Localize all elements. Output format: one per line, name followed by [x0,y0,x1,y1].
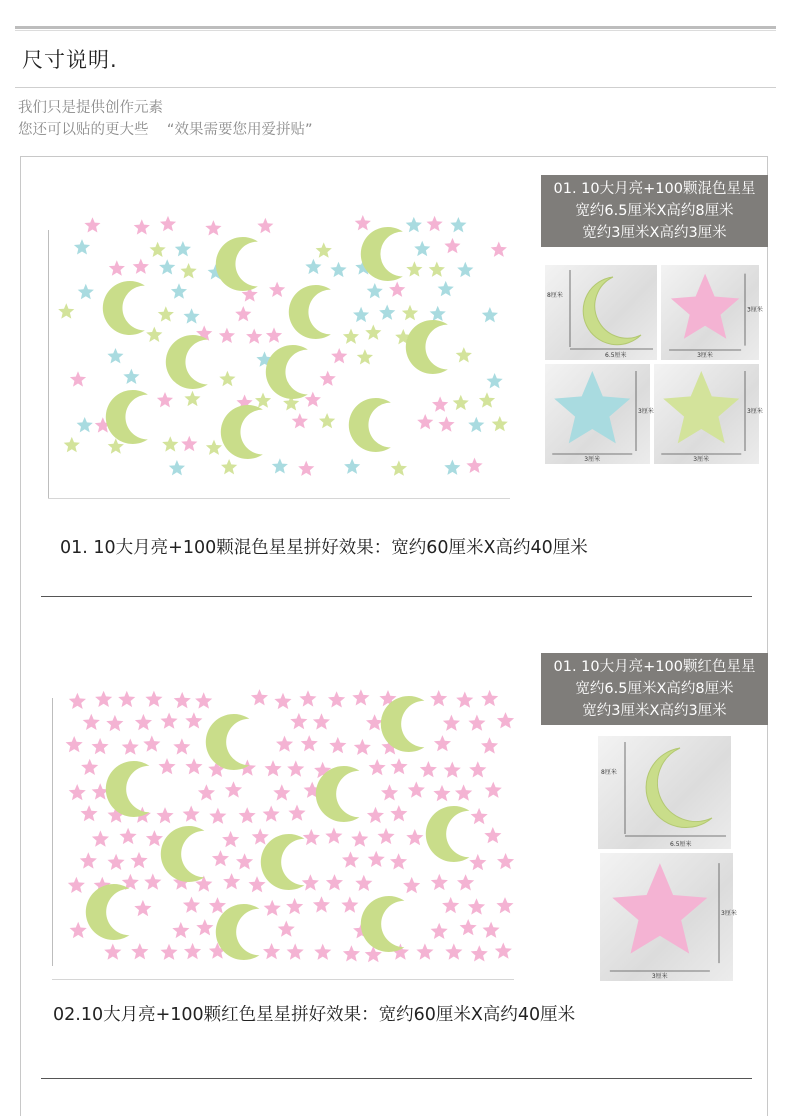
star-icon [329,737,346,753]
moon-icon [103,281,145,335]
star-icon [427,216,443,231]
star-icon [331,348,347,363]
star-icon [442,897,459,913]
star-icon [276,736,293,752]
star-icon [263,806,280,822]
star-icon [319,413,335,428]
star-icon [77,417,93,432]
star-icon [120,828,137,844]
star-icon [456,347,472,362]
section2-info-box [541,653,768,725]
star-icon [367,283,383,298]
star-icon [444,238,460,253]
sample-width-label: 6.5厘米 [670,841,692,848]
star-icon [185,758,202,774]
star-icon [429,262,445,277]
section1-collage [58,212,508,488]
star-icon [378,828,395,844]
moon-icon [426,806,470,862]
star-icon [316,242,332,257]
star-icon [184,391,200,406]
star-icon [181,263,197,278]
star-icon [290,713,307,729]
star-icon [251,689,268,705]
star-icon [455,784,472,800]
star-icon [219,371,235,386]
star-icon [292,413,308,428]
sample-width-label: 3厘米 [697,352,713,359]
star-icon [206,440,222,455]
star-icon [81,805,98,821]
star-icon [131,943,148,959]
sample-height-label: 3厘米 [747,306,763,314]
star-icon [288,805,305,821]
star-icon [195,692,212,708]
star-icon [355,875,372,891]
star-icon [84,217,100,232]
star-icon [443,715,460,731]
star-icon [483,922,500,938]
star-icon [381,784,398,800]
moon-icon [261,834,305,890]
moon-icon [206,714,250,770]
section1-sample-blue-star [545,364,654,464]
star-icon [431,923,448,939]
star-icon [107,348,123,363]
star-icon [273,784,290,800]
section2-separator [41,1078,752,1079]
section1-sample-pink-star [661,265,763,360]
section1-collage-bottom-border [48,498,510,499]
star-icon [485,782,502,798]
star-icon [134,900,151,916]
intro-line-1: 我们只是提供创作元素 [18,100,163,116]
star-icon [344,459,360,474]
star-icon [468,417,484,432]
star-icon [278,921,295,937]
star-icon [406,261,422,276]
star-icon [83,714,100,730]
star-icon [326,874,343,890]
intro-text [18,97,312,141]
star-icon [222,831,239,847]
star-icon [313,896,330,912]
star-icon [183,806,200,822]
moon-icon [166,335,208,389]
moon-icon [221,405,263,459]
star-icon [468,898,485,914]
star-icon [269,282,285,297]
star-icon [68,877,85,893]
star-icon [274,693,291,709]
sample-height-label: 8厘米 [601,769,617,776]
star-icon [92,830,109,846]
star-icon [160,216,176,231]
star-icon [146,830,163,846]
star-icon [272,458,288,473]
star-icon [69,693,86,709]
star-icon [246,329,262,344]
star-icon [173,738,190,754]
star-icon [406,829,423,845]
moon-icon [583,277,641,345]
star-icon [134,219,150,234]
star-icon [466,458,482,473]
section1-sample-green-star [654,364,763,464]
star-icon [174,692,191,708]
top-divider-thin [15,30,776,31]
star-icon [265,760,282,776]
star-icon [479,392,495,407]
star-icon [123,369,139,384]
sample-width-label: 6.5厘米 [605,352,627,359]
section2-info-line-2: 宽约6.5厘米X高约8厘米 [575,681,734,697]
star-icon [403,877,420,893]
star-icon [81,759,98,775]
star-icon [266,327,282,342]
star-icon [445,943,462,959]
star-icon [343,945,360,961]
star-icon [367,807,384,823]
star-icon [379,305,395,320]
star-icon [66,736,83,752]
star-icon [357,349,373,364]
moon-icon [381,696,425,752]
star-icon [305,392,321,407]
star-icon [343,329,359,344]
intro-line-2: 您还可以贴的更大些 “效果需要您用爱拼贴” [18,122,313,138]
star-icon [169,460,185,475]
star-icon [391,460,407,475]
star-icon [108,854,125,870]
star-icon [162,436,178,451]
star-icon [255,393,271,408]
star-icon [159,259,175,274]
star-icon [196,919,213,935]
star-icon [70,371,86,386]
star-icon [444,460,460,475]
star-icon [453,395,469,410]
star-icon [74,239,90,254]
star-icon [481,690,498,706]
star-icon [368,851,385,867]
star-icon [118,691,135,707]
star-icon [106,715,123,731]
star-icon [468,715,485,731]
star-icon [408,781,425,797]
star-icon [131,852,148,868]
star-icon [257,218,273,233]
section1-caption: 01. 10大月亮+100颗混色星星拼好效果：宽约60厘米X高约40厘米 [60,538,588,558]
star-icon [225,781,242,797]
star-icon [133,259,149,274]
star-icon [366,714,383,730]
star-icon [235,306,251,321]
star-icon [484,827,501,843]
star-icon [495,943,512,959]
star-icon [122,739,139,755]
star-icon [95,691,112,707]
star-icon [314,944,331,960]
star-icon [330,262,346,277]
star-icon [471,945,488,961]
star-icon [249,876,266,892]
star-icon [301,735,318,751]
star-icon [161,944,178,960]
star-icon [209,808,226,824]
star-icon [434,735,451,751]
star-icon [430,690,447,706]
star-icon [369,759,386,775]
star-icon [482,307,498,322]
star-icon [299,690,316,706]
star-icon [287,760,304,776]
sample-width-label: 3厘米 [584,456,601,463]
star-icon [264,900,281,916]
moon-icon [289,285,331,339]
star-icon [144,873,161,889]
star-icon [469,854,486,870]
star-icon [157,392,173,407]
section1-info-line-2: 宽约6.5厘米X高约8厘米 [575,203,734,219]
star-icon [104,944,121,960]
star-icon [181,436,197,451]
star-icon [438,416,454,431]
star-icon [58,303,74,318]
pink-star-icon [612,863,707,953]
star-icon [183,897,200,913]
moon-icon [406,320,448,374]
star-icon [353,307,369,322]
star-icon [497,712,514,728]
star-icon [286,898,303,914]
section1-info-box [541,175,768,247]
moon-icon [106,390,148,444]
star-icon [313,713,330,729]
star-icon [92,738,109,754]
top-divider-thick [15,26,776,29]
star-icon [172,922,189,938]
star-icon [391,758,408,774]
section2-collage-bottom-border [52,979,514,980]
star-icon [135,714,152,730]
section1-info-line-1: 01. 10大月亮+100颗混色星星 [553,181,756,197]
star-icon [469,761,486,777]
moon-icon [361,896,405,952]
star-icon [145,691,162,707]
star-icon [389,282,405,297]
star-icon [80,852,97,868]
star-icon [161,713,178,729]
section2-sample-moon [598,736,731,849]
star-icon [212,850,229,866]
sample-height-label: 3厘米 [721,910,737,918]
star-icon [457,262,473,277]
star-icon [146,327,162,342]
moon-icon [86,884,130,940]
star-icon [417,414,433,429]
star-icon [184,943,201,959]
star-icon [402,305,418,320]
sample-height-label: 8厘米 [547,292,563,299]
star-icon [457,874,474,890]
star-icon [430,306,446,321]
page-title: 尺寸说明. [22,48,118,72]
sample-width-label: 3厘米 [693,456,710,463]
star-icon [496,897,513,913]
star-icon [209,897,226,913]
star-icon [252,828,269,844]
star-icon [64,437,80,452]
star-icon [433,785,450,801]
section2-info-line-1: 01. 10大月亮+100颗红色星星 [553,659,756,675]
star-icon [184,308,200,323]
section1-sample-moon [545,265,657,360]
star-icon [158,306,174,321]
star-icon [303,829,320,845]
star-icon [355,215,371,230]
star-icon [491,242,507,257]
star-icon [302,874,319,890]
star-icon [157,807,174,823]
star-icon [487,373,503,388]
star-icon [305,259,321,274]
star-icon [390,853,407,869]
star-icon [416,943,433,959]
star-icon [420,761,437,777]
star-icon [171,283,187,298]
moon-icon [349,398,391,452]
section2-collage [64,684,514,969]
star-icon [219,328,235,343]
star-icon [70,922,87,938]
star-icon [223,873,240,889]
section1-collage-left-border [48,230,49,498]
moon-icon [161,826,205,882]
star-icon [198,784,215,800]
star-icon [456,692,473,708]
star-icon [239,807,256,823]
star-icon [298,461,314,476]
sample-height-label: 3厘米 [747,408,763,415]
star-icon [444,762,461,778]
section2-caption: 02.10大月亮+100颗红色星星拼好效果：宽约60厘米X高约40厘米 [53,1005,576,1025]
star-icon [341,896,358,912]
moon-icon [646,748,712,828]
section1-separator [41,596,752,597]
section2-info-line-3: 宽约3厘米X高约3厘米 [582,703,727,719]
star-icon [185,712,202,728]
sample-height-label: 3厘米 [638,408,654,415]
star-icon [406,217,422,232]
star-icon [325,827,342,843]
star-icon [481,737,498,753]
star-icon [351,831,368,847]
star-icon [69,784,86,800]
star-icon [342,851,359,867]
star-icon [205,220,221,235]
star-icon [471,808,488,824]
star-icon [320,371,336,386]
star-icon [263,943,280,959]
star-icon [221,459,237,474]
star-icon [287,943,304,959]
star-icon [328,691,345,707]
star-icon [150,242,166,257]
star-icon [109,260,125,275]
star-icon [497,853,514,869]
pink-star-icon [671,274,739,339]
star-icon [78,284,94,299]
section1-info-line-3: 宽约3厘米X高约3厘米 [582,225,727,241]
moon-icon [266,345,308,399]
star-icon [414,241,430,256]
star-icon [450,217,466,232]
star-icon [175,241,191,256]
star-icon [460,919,477,935]
sample-width-label: 3厘米 [651,973,668,980]
moon-icon [216,237,258,291]
star-icon [432,396,448,411]
section2-sample-pink-star [600,853,737,981]
star-icon [438,281,454,296]
blue-star-icon [554,371,630,443]
star-icon [352,689,369,705]
star-icon [390,805,407,821]
section2-collage-left-border [52,698,53,966]
title-underline [15,87,776,88]
star-icon [365,325,381,340]
star-icon [143,735,160,751]
star-icon [236,853,253,869]
green-star-icon [663,371,739,443]
star-icon [159,758,176,774]
star-icon [431,874,448,890]
star-icon [492,416,508,431]
star-icon [354,739,371,755]
